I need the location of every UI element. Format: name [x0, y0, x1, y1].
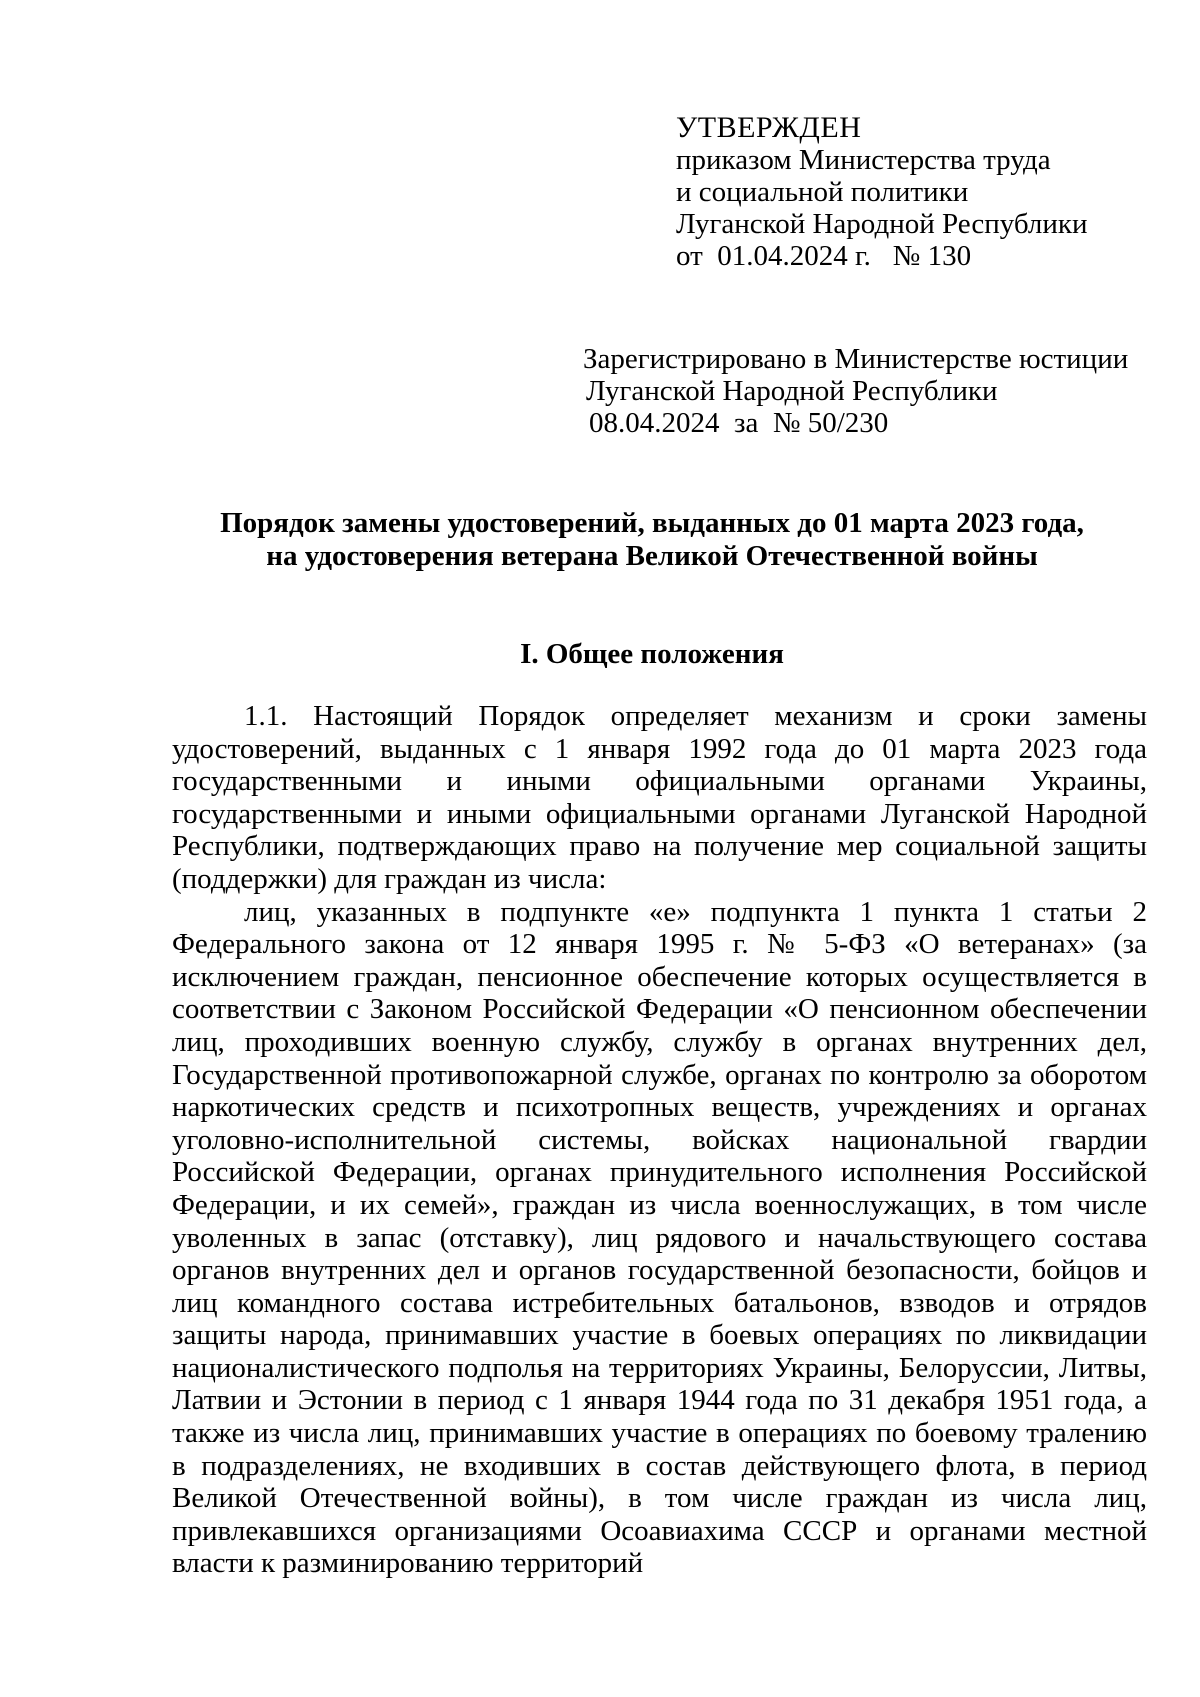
registration-line-2: Луганской Народной Республики [586, 375, 998, 407]
paragraph-persons-list: лиц, указанных в подпункте «е» подпункта 1 пункта 1 статьи 2 Федерального закона от 12 января 1995 г. № 5-ФЗ «О ветеранах» (за исключением граждан, пенсионное обеспечение которых осуществляется в соответствии с Законом Российской Федерации «О пенсионном обеспечении лиц, проходивших военную службу, службу в органах внутренних дел, Государственной противопожарной службе, органах по контролю за оборотом наркотических средств и психотропных веществ, учреждениях и органах уголовно-исполнительной системы, войсках национальной гвардии Российской Федерации, органах принудительного исполнения Российской Федерации, и их семей», граждан из числа военнослужащих, в том числе уволенных в запас (отставку), лиц рядового и начальствующего состава органов внутренних дел и органов государственной безопасности, бойцов и лиц командного состава истребительных батальонов, взводов и отрядов защиты народа, принимавших участие в боевых операциях по ликвидации националистического подполья на территориях Украины, Белоруссии, Литвы, Латвии и Эстонии в период с 1 января 1944 года по 31 декабря 1951 года, а также из числа лиц, принимавших участие в операциях по боевому тралению в подразделениях, не входивших в состав действующего флота, в период Великой Отечественной войны), в том числе граждан из числа лиц, привлекавшихся организациями Осоавиахима СССР и органами местной власти к разминированию территорий [172, 895, 1147, 1580]
approval-line-3: Луганской Народной Республики [676, 208, 1088, 240]
document-title-line-2: на удостоверения ветерана Великой Отечественной войны [266, 540, 1038, 572]
document-body [172, 700, 1147, 1580]
registration-block [583, 343, 1128, 439]
document-title [172, 507, 1132, 573]
paragraph-1-1: 1.1. Настоящий Порядок определяет механизм и сроки замены удостоверений, выданных с 1 января 1992 года до 01 марта 2023 года государственными и иными официальными органами Украины, государственными и иными официальными органами Луганской Народной Республики, подтверждающих право на получение мер социальной защиты (поддержки) для граждан из числа: [172, 700, 1147, 895]
registration-line-1: Зарегистрировано в Министерстве юстиции [583, 343, 1129, 375]
approval-stamp-block [676, 112, 1088, 272]
section-heading: I. Общее положения [520, 638, 784, 670]
document-title-line-1: Порядок замены удостоверений, выданных до 01 марта 2023 года, [220, 507, 1084, 539]
approval-line-1: приказом Министерства труда [676, 144, 1051, 176]
approval-heading: УТВЕРЖДЕН [676, 111, 862, 144]
registration-number: 08.04.2024 за № 50/230 [589, 407, 889, 439]
approval-order-number: от 01.04.2024 г. № 130 [676, 240, 972, 272]
approval-line-2: и социальной политики [676, 176, 969, 208]
